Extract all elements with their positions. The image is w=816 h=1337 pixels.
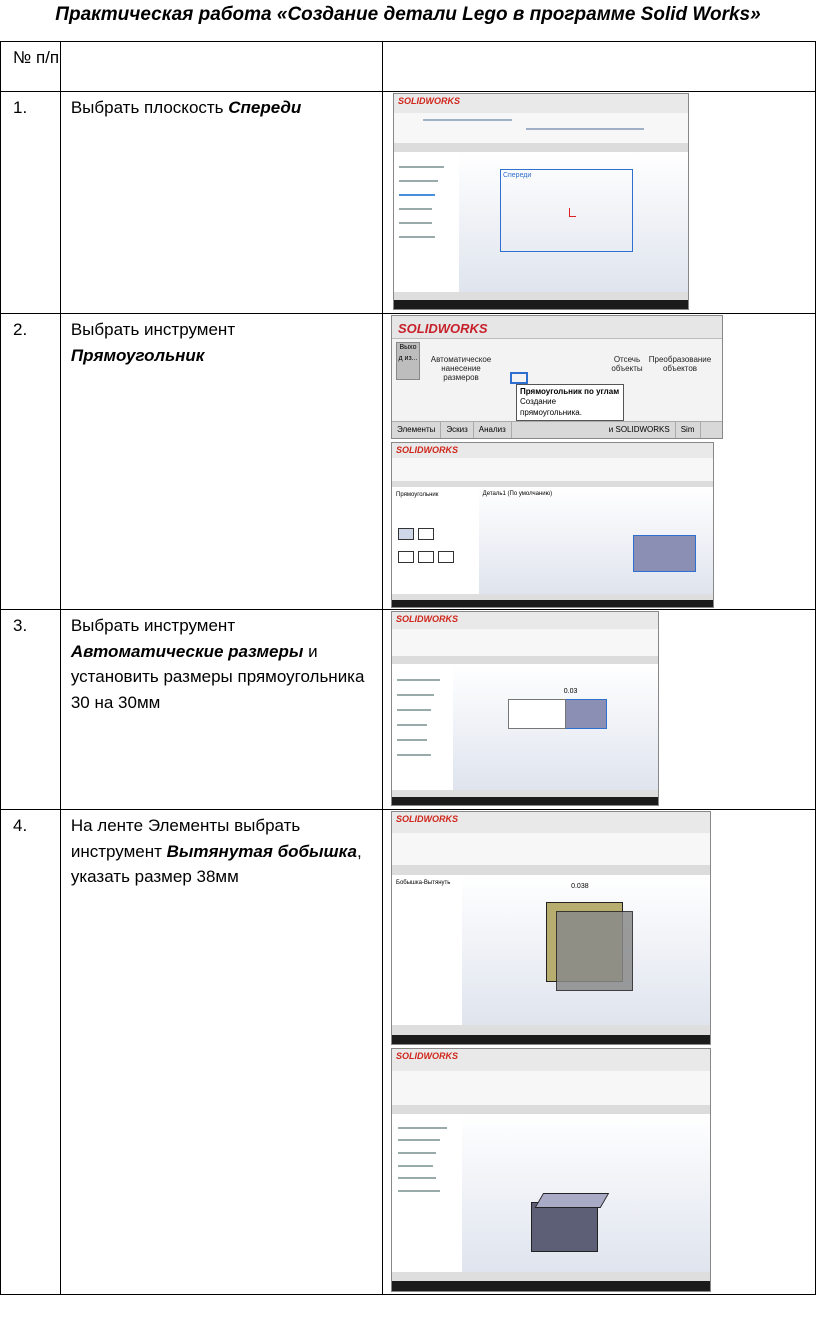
solidworks-logo: SOLIDWORKS xyxy=(398,321,488,336)
rectangle-tool-icon[interactable] xyxy=(510,372,528,384)
solidworks-logo: SOLIDWORKS xyxy=(396,445,458,455)
tab-features[interactable]: Элементы xyxy=(392,422,441,438)
exit-sketch-button[interactable]: Выхо д из... xyxy=(396,342,420,380)
row-4-number xyxy=(1,810,61,1295)
row-1-text xyxy=(60,92,382,314)
solidworks-logo: SOLIDWORKS xyxy=(396,614,458,624)
row-3-plain: Выбрать инструмент xyxy=(70,616,236,635)
row-2-plain: Выбрать инструмент xyxy=(70,320,236,339)
plane-label: Спереди xyxy=(502,171,532,179)
row-3-text xyxy=(60,610,382,810)
row-3-emphasis: Автоматические размеры xyxy=(70,641,304,661)
tab-sim[interactable]: Sim xyxy=(676,422,701,438)
autodim-button[interactable]: Автоматическое нанесение размеров xyxy=(430,355,492,382)
row-4-after: , указать размер 38мм xyxy=(70,841,362,886)
row-1-screenshot xyxy=(383,92,816,314)
row-4-plain: На ленте Элементы выбрать инструмент xyxy=(70,816,301,861)
title-bar xyxy=(394,94,688,114)
tooltip-title: Прямоугольник по углам xyxy=(520,387,620,396)
row-3-after: и установить размеры прямоугольника 30 на 30мм xyxy=(70,641,365,712)
row-2-emphasis: Прямоугольник xyxy=(70,345,205,365)
solidworks-logo: SOLIDWORKS xyxy=(396,1051,458,1061)
solidworks-logo: SOLIDWORKS xyxy=(398,96,460,106)
row-2-number-text: 2. xyxy=(13,320,28,339)
dimension-label: 0.03 xyxy=(563,687,578,695)
convert-button[interactable]: Преобразование объектов xyxy=(648,355,712,373)
part-name: Деталь1 (По умолчанию) xyxy=(482,491,553,498)
feature-name: Бобышка-Вытянуть xyxy=(396,879,451,886)
cube-top xyxy=(535,1193,610,1208)
solidworks-logo: SOLIDWORKS xyxy=(396,814,458,824)
status-bar xyxy=(394,292,688,301)
header-number-text: № п/п xyxy=(13,48,60,67)
row-4-text xyxy=(60,810,382,1295)
header-image xyxy=(383,42,816,92)
row-4-screenshot xyxy=(383,810,816,1295)
solidworks-window-4a xyxy=(391,811,711,1045)
row-3-number xyxy=(1,610,61,810)
solidworks-window-3 xyxy=(391,611,659,806)
row-1-emphasis: Спереди xyxy=(228,98,302,117)
row-4-emphasis: Вытянутая бобышка xyxy=(166,841,357,861)
zoomed-toolbar xyxy=(391,315,723,439)
tab-solidworks[interactable]: и SOLIDWORKS xyxy=(604,422,676,438)
row-1-number-text: 1. xyxy=(13,98,28,117)
trim-button[interactable]: Отсечь объекты xyxy=(611,355,643,373)
cube-front[interactable] xyxy=(531,1202,597,1251)
sketched-rectangle[interactable] xyxy=(633,535,696,572)
row-4-number-text: 4. xyxy=(13,816,28,835)
tab-sketch[interactable]: Эскиз xyxy=(441,422,473,438)
origin-icon xyxy=(569,208,576,217)
tooltip xyxy=(516,384,624,421)
tab-analysis[interactable]: Анализ xyxy=(474,422,512,438)
zoom-title-bar xyxy=(392,316,722,339)
tooltip-desc: Создание прямоугольника. xyxy=(520,397,582,417)
row-3-number-text: 3. xyxy=(13,616,28,635)
row-3-screenshot xyxy=(383,610,816,810)
row-2-screenshot xyxy=(383,314,816,610)
header-description xyxy=(60,42,382,92)
row-2-text xyxy=(60,314,382,610)
feature-tree xyxy=(394,152,460,292)
row-1-number xyxy=(1,92,61,314)
row-1-plain: Выбрать плоскость xyxy=(70,98,229,117)
solidworks-window-2 xyxy=(391,442,714,608)
ribbon-tabs xyxy=(392,421,722,438)
page-title: Практическая работа «Создание детали Lego в программе Solid Works» xyxy=(55,4,761,25)
row-2-number xyxy=(1,314,61,610)
taskbar xyxy=(394,300,688,309)
solidworks-window-4b xyxy=(391,1048,711,1292)
ribbon xyxy=(394,113,688,144)
extrude-dimension: 0.038 xyxy=(571,883,589,891)
header-number xyxy=(1,42,61,92)
modify-dialog[interactable] xyxy=(508,699,565,729)
property-rect-title: Прямоугольник xyxy=(396,492,439,499)
front-plane[interactable] xyxy=(500,169,633,252)
steps-table xyxy=(0,41,816,1295)
graphics-area[interactable] xyxy=(459,152,688,292)
solidworks-window xyxy=(393,93,689,310)
